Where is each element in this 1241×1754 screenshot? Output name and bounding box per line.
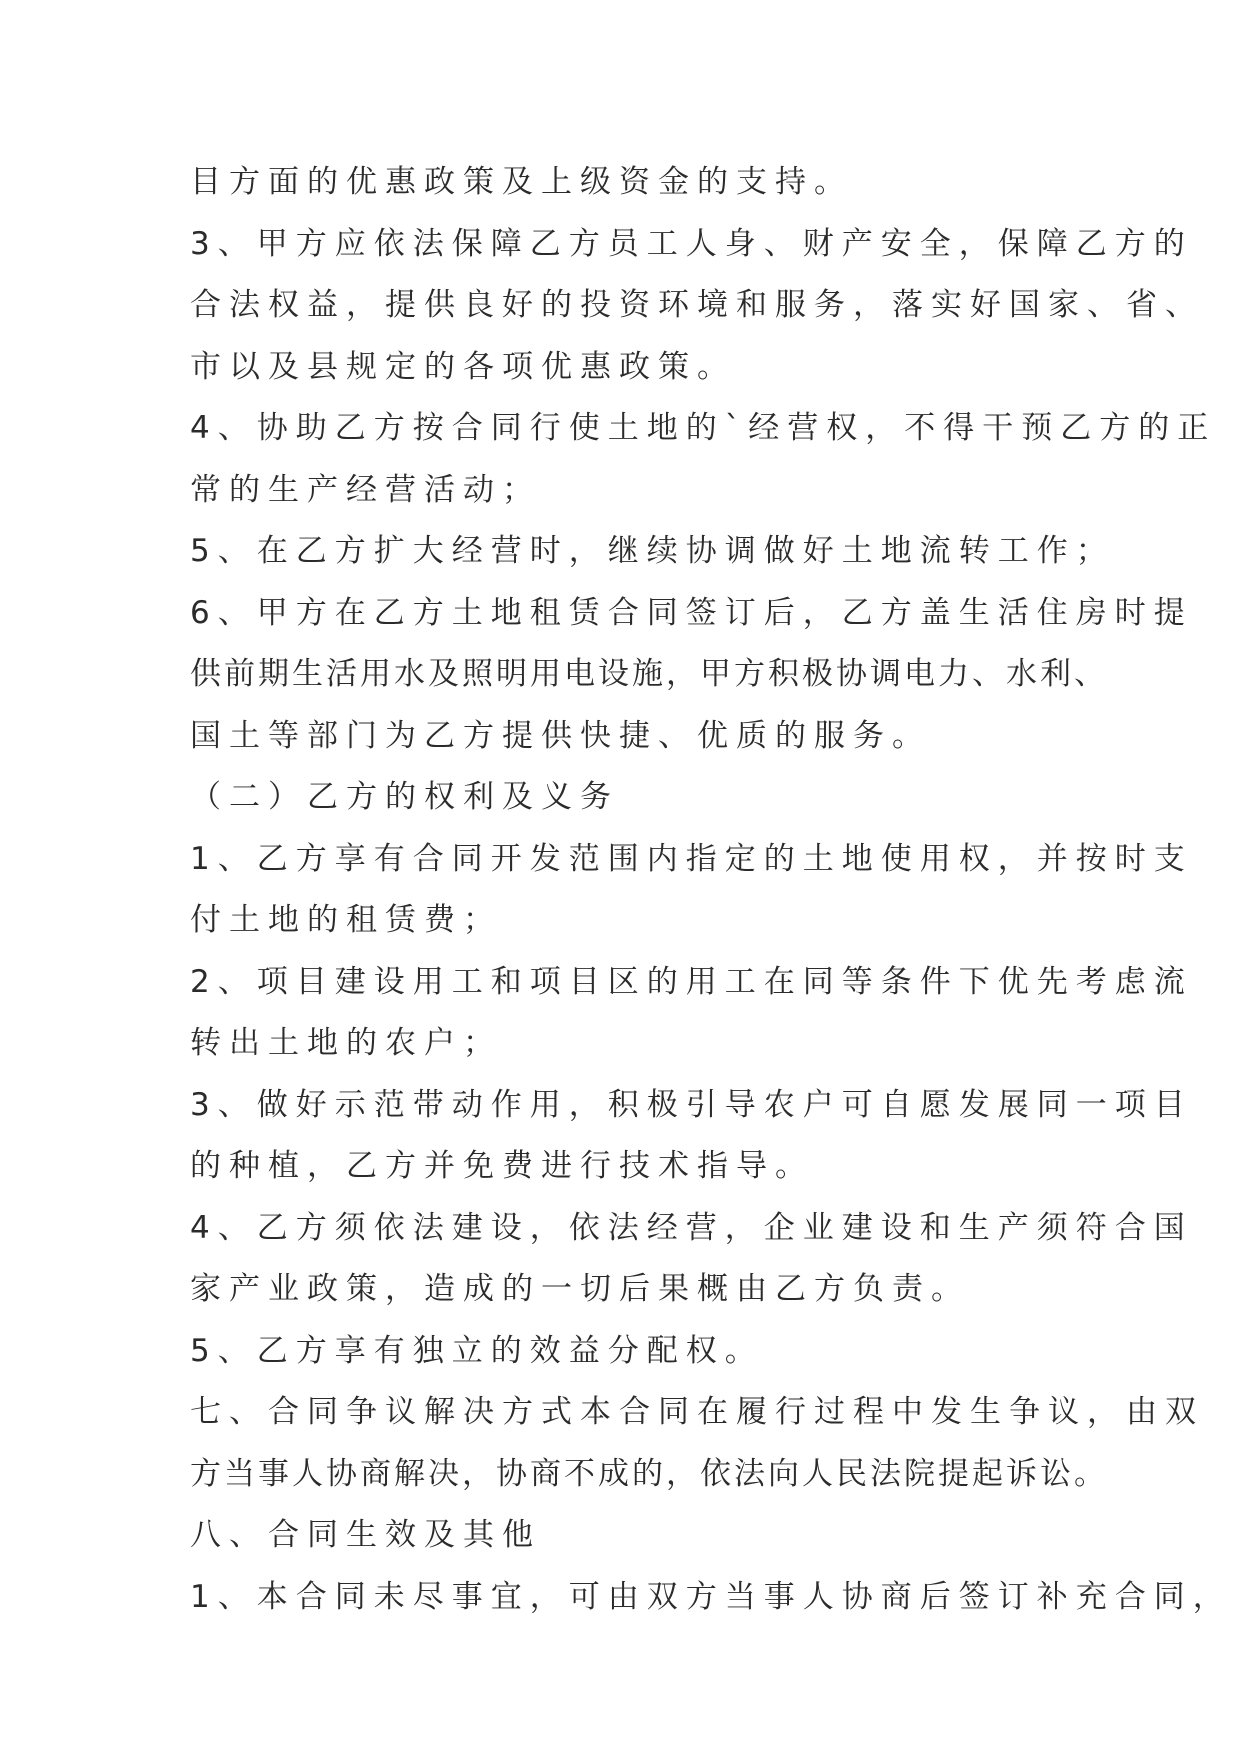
section-heading: 八、合同生效及其他 [190,1517,541,1553]
text-line: 市以及县规定的各项优惠政策。 [190,348,736,385]
text-line: 的种植，乙方并免费进行技术指导。 [190,1148,814,1184]
text-line: 3、甲方应依法保障乙方员工人身、财产安全，保障乙方的 [190,225,1193,262]
text-line: 国土等部门为乙方提供快捷、优质的服务。 [190,717,931,754]
text-line: 目方面的优惠政策及上级资金的支持。 [190,164,853,200]
text-line: 6、甲方在乙方土地租赁合同签订后，乙方盖生活住房时提 [190,594,1193,631]
text-line: 3、做好示范带动作用，积极引导农户可自愿发展同一项目 [190,1086,1193,1123]
text-line: 2、项目建设用工和项目区的用工在同等条件下优先考虑流 [190,963,1193,1000]
text-line: 1、乙方享有合同开发范围内指定的土地使用权，并按时支 [190,840,1193,877]
text-line: 合法权益，提供良好的投资环境和服务，落实好国家、省、 [190,287,1204,323]
text-line: 5、乙方享有独立的效益分配权。 [190,1332,764,1369]
text-line: 七、合同争议解决方式本合同在履行过程中发生争议，由双 [190,1394,1204,1430]
text-line: 4、乙方须依法建设，依法经营，企业建设和生产须符合国 [190,1209,1193,1246]
text-line: 5、在乙方扩大经营时，继续协调做好土地流转工作； [190,533,1115,569]
text-line: 付土地的租赁费； [190,902,502,938]
text-line: 供前期生活用水及照明用电设施，甲方积极协调电力、水利、 [190,656,1108,692]
text-line: 4、协助乙方按合同行使土地的`经营权，不得干预乙方的正 [190,410,1217,446]
text-line: 方当事人协商解决，协商不成的，依法向人民法院提起诉讼。 [190,1455,1108,1492]
text-line: 1、本合同未尽事宜，可由双方当事人协商后签订补充合同， [190,1578,1232,1615]
text-line: 家产业政策，造成的一切后果概由乙方负责。 [190,1271,970,1307]
text-line: 常的生产经营活动； [190,471,541,508]
section-heading: （二）乙方的权利及义务 [190,779,619,815]
text-line: 转出土地的农户； [190,1025,502,1061]
document-body [190,152,1232,1628]
